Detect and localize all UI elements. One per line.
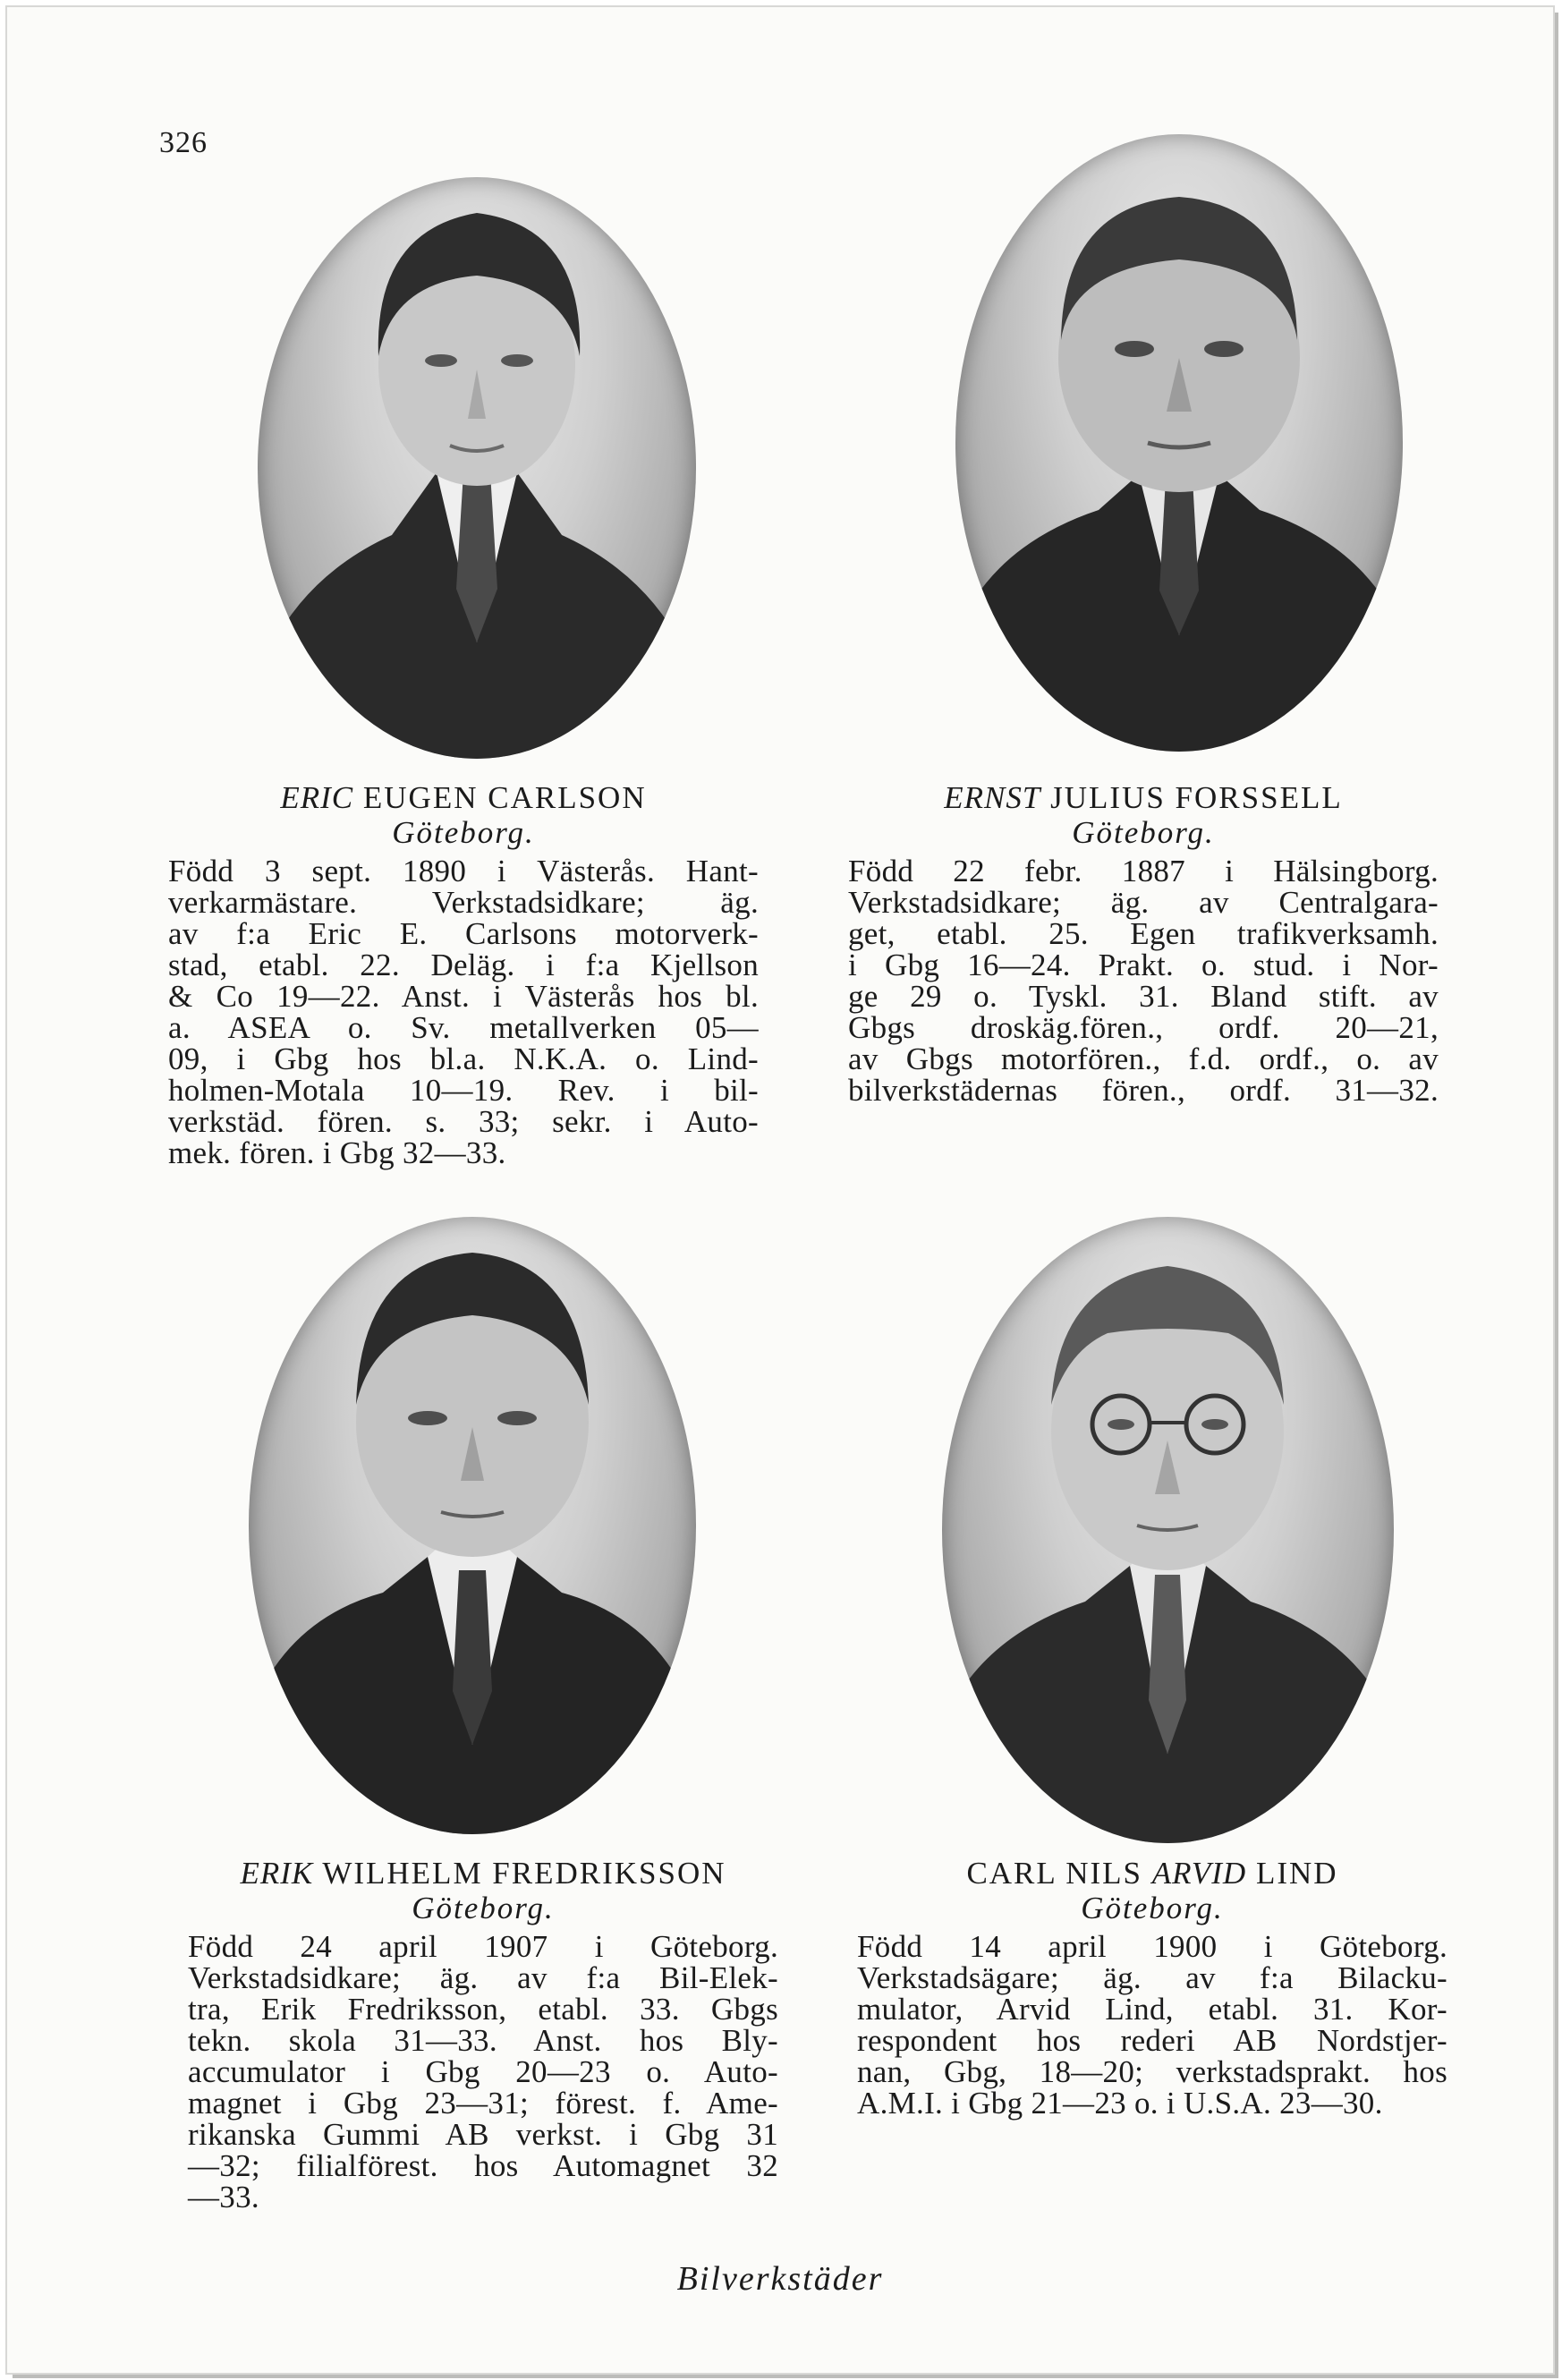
biography-entry-ernst-forssell: [848, 782, 1439, 1106]
biography-entry-eric-carlson: [168, 782, 759, 1169]
person-city: Göteborg.: [1081, 1891, 1224, 1925]
person-name: CARL NILS ARVID LIND: [966, 1856, 1338, 1891]
portrait-photo-carl-lind: [942, 1217, 1394, 1843]
running-footer: Bilverkstäder: [676, 2260, 884, 2298]
biography-text: Född 14 april 1900 i Göteborg. Verkstadsägare; äg. av f:a Bilacku- mulator, Arvid Lind, etabl. 31. Kor- respondent hos rederi AB Nordstjer- nan, Gbg, 18—20; verkstadsprakt. hos A.M.I. i Gbg 21—23 o. i U.S.A. 23—30.: [857, 1929, 1447, 2121]
person-name: ERIC EUGEN CARLSON: [280, 780, 647, 815]
person-name: ERIK WILHELM FREDRIKSSON: [240, 1856, 726, 1891]
portrait-photo-eric-carlson: [258, 177, 696, 759]
portrait-photo-erik-fredriksson: [249, 1217, 696, 1834]
biography-entry-erik-fredriksson: [188, 1857, 778, 2213]
person-city: Göteborg.: [392, 815, 535, 850]
page-number: 326: [159, 126, 208, 159]
person-name: ERNST JULIUS FORSSELL: [944, 780, 1343, 815]
person-city: Göteborg.: [412, 1891, 555, 1925]
biography-text: Född 24 april 1907 i Göteborg. Verkstadsidkare; äg. av f:a Bil-Elek- tra, Erik Fredriksson, etabl. 33. Gbgs tekn. skola 31—33. Anst. hos Bly- accumulator i Gbg 20—23 o. Auto- magnet i Gbg 23—31; förest. f. Ame- rikanska Gummi AB verkst. i Gbg 31 —32; filialförest. hos Automagnet 32 —33.: [188, 1929, 778, 2214]
portrait-photo-ernst-forssell: [955, 134, 1403, 752]
book-page: [7, 7, 1553, 2373]
biography-text: Född 3 sept. 1890 i Västerås. Hant- verkarmästare. Verkstadsidkare; äg. av f:a Eric E. Carlsons motorverk- stad, etabl. 22. Deläg. i f:a Kjellson & Co 19—22. Anst. i Västerås hos bl. a. ASEA o. Sv. metallverken 05— 09, i Gbg hos bl.a. N.K.A. o. Lind- holmen-Motala 10—19. Rev. i bil- verkstäd. fören. s. 33; sekr. i Auto- mek. fören. i Gbg 32—33.: [168, 854, 759, 1170]
person-city: Göteborg.: [1072, 815, 1215, 850]
biography-text: Född 22 febr. 1887 i Hälsingborg. Verkstadsidkare; äg. av Centralgara- get, etabl. 25. Egen trafikverksamh. i Gbg 16—24. Prakt. o. stud. i Nor- ge 29 o. Tyskl. 31. Bland stift. av Gbgs droskäg.fören., ordf. 20—21, av Gbgs motorfören., f.d. ordf., o. av bilverkstädernas fören., ordf. 31—32.: [848, 854, 1439, 1108]
biography-entry-carl-lind: [857, 1857, 1447, 2119]
